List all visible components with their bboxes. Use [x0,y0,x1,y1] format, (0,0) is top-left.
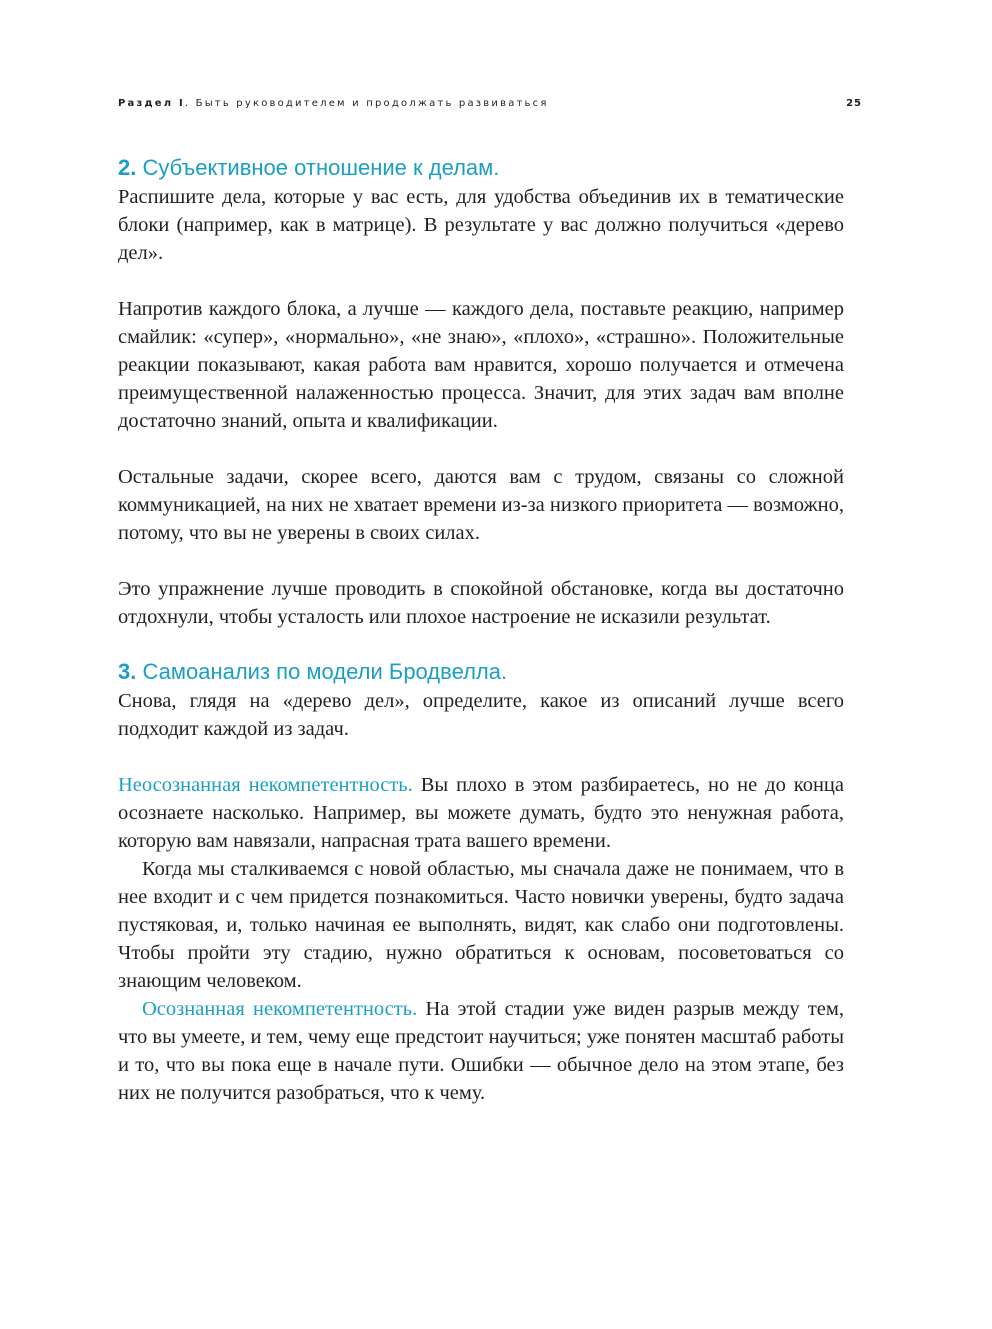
section-subtitle: . Быть руководителем и продолжать развиваться [184,98,549,109]
header-title [118,98,549,109]
page-number: 25 [846,98,862,109]
section-title: Субъективное отношение к делам. [142,155,500,180]
term-text: На этой стадии уже виден разрыв между тем, что вы умеете, и тем, чему еще предстоит научиться; уже понятен масштаб работы и то, что вы пока еще в начале пути. Ошибки — обычное дело на этом этапе, без них не получится разобраться, что к чему. [118,998,845,1104]
paragraph: Напротив каждого блока, а лучше — каждого дела, поставьте реакцию, например смайлик: «супер», «нормально», «не знаю», «плохо», «страшно». Положительные реакции показывают, какая работа вам нравится, хорошо получается и отмечена преимущественной налаженностью процесса. Значит, для этих задач вам вполне достаточно знаний, опыта и квалификации. [118,298,844,432]
paragraph: Когда мы сталкиваемся с новой областью, мы сначала даже не понимаем, что в нее входит и с чем придется познакомиться. Часто новички уверены, будто задача пустяковая, и, только начиная ее выполнять, видят, как слабо они подготовлены. Чтобы пройти эту стадию, нужно обратиться к основам, посоветоваться со знающим человеком. [118,858,844,992]
section-number: 3. [118,659,137,684]
term-text: Вы плохо в этом разбираетесь, но не до конца осознаете насколько. Например, вы можете думать, будто это ненужная работа, которую вам навязали, напрасная трата вашего времени. [118,774,844,852]
running-header [118,98,862,109]
paragraph: Снова, глядя на «дерево дел», определите, какое из описаний лучше всего подходит каждой из задач. [118,690,844,740]
paragraph-term-1 [118,771,844,855]
section-3-heading [118,657,844,687]
paragraph-term-2 [118,995,844,1107]
section-2-heading [118,153,844,183]
paragraph: Остальные задачи, скорее всего, даются вам с трудом, связаны со сложной коммуникацией, на них не хватает времени из-за низкого приоритета — возможно, потому, что вы не уверены в своих силах. [118,466,844,544]
term-highlight: Неосознанная некомпетентность. [118,774,413,796]
page-body [118,153,844,1107]
section-label: Раздел I [118,98,185,109]
section-number: 2. [118,155,137,180]
paragraph: Распишите дела, которые у вас есть, для удобства объединив их в тематические блоки (например, как в матрице). В результате у вас должно получиться «дерево дел». [118,186,844,264]
term-highlight: Осознанная некомпетентность. [142,998,418,1020]
paragraph: Это упражнение лучше проводить в спокойной обстановке, когда вы достаточно отдохнули, чтобы усталость или плохое настроение не исказили результат. [118,578,844,628]
section-title: Самоанализ по модели Бродвелла. [142,659,508,684]
